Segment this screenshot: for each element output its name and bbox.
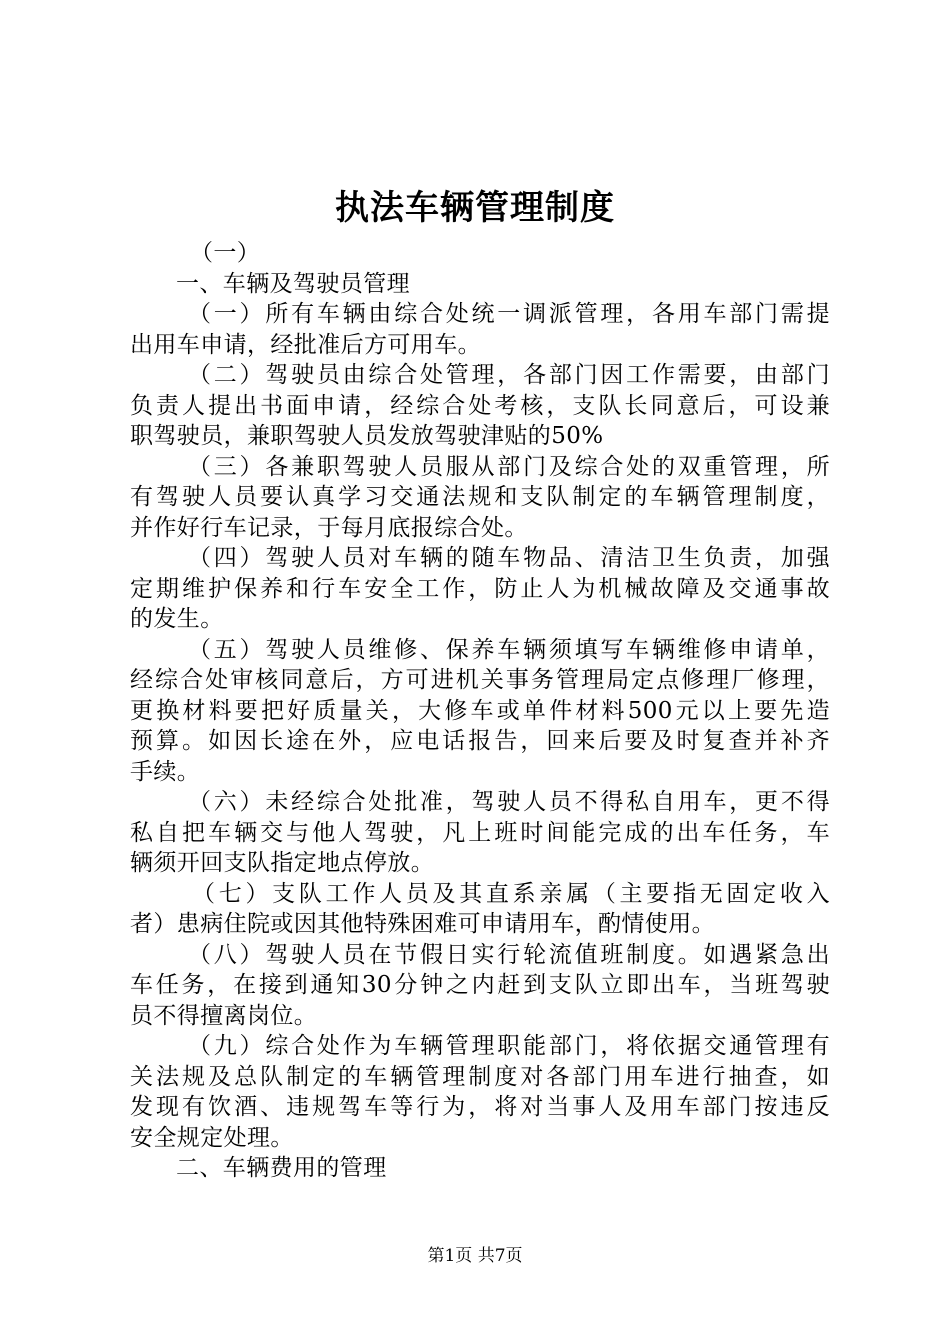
paragraph-line: （二）驾驶员由综合处管理，各部门因工作需要，由部门 <box>188 362 830 388</box>
paragraph-line: 预算。如因长途在外，应电话报告，回来后要及时复查并补齐 <box>130 728 830 754</box>
paragraph-line: （六）未经综合处批准，驾驶人员不得私自用车，更不得 <box>188 789 830 815</box>
document-body <box>130 238 830 1184</box>
paragraph-line: 定期维护保养和行车安全工作，防止人为机械故障及交通事故 <box>130 575 830 602</box>
paragraph-line: 更换材料要把好质量关，大修车或单件材料500元以上要先造 <box>130 697 830 724</box>
paragraph-line: （一）所有车辆由综合处统一调派管理，各用车部门需提 <box>188 301 830 327</box>
paragraph-line: （八）驾驶人员在节假日实行轮流值班制度。如遇紧急出 <box>188 941 830 968</box>
paragraph-line: 职驾驶员，兼职驾驶人员发放驾驶津贴的50% <box>130 423 604 449</box>
paragraph-line: 并作好行车记录，于每月底报综合处。 <box>130 514 528 541</box>
page-number: 第1页 共7页 <box>427 1246 523 1266</box>
paragraph-line: 发现有饮酒、违规驾车等行为，将对当事人及用车部门按违反 <box>130 1094 830 1120</box>
paragraph-line: 出用车申请，经批准后方可用车。 <box>130 331 481 358</box>
document-title: 执法车辆管理制度 <box>335 188 615 228</box>
paragraph-line: 手续。 <box>130 758 201 785</box>
paragraph-line: （七）支队工作人员及其直系亲属（主要指无固定收入 <box>192 880 830 907</box>
paragraph-line: 经综合处审核同意后，方可进机关事务管理局定点修理厂修理， <box>130 667 830 693</box>
paragraph-line: 员不得擅离岗位。 <box>130 1002 318 1029</box>
paragraph-line: 车任务，在接到通知30分钟之内赶到支队立即出车，当班驾驶 <box>130 972 830 998</box>
paragraph-line: 安全规定处理。 <box>130 1124 294 1151</box>
paragraph-line: 的发生。 <box>130 606 224 632</box>
paragraph-line: （五）驾驶人员维修、保养车辆须填写车辆维修申请单， <box>188 636 830 663</box>
paragraph-line: （三）各兼职驾驶人员服从部门及综合处的双重管理，所 <box>188 453 830 480</box>
paragraph-line: 负责人提出书面申请，经综合处考核，支队长同意后，可设兼 <box>130 392 830 419</box>
paragraph-line: 私自把车辆交与他人驾驶，凡上班时间能完成的出车任务，车 <box>130 819 830 846</box>
paragraph-line: （九）综合处作为车辆管理职能部门，将依据交通管理有 <box>188 1033 830 1059</box>
paragraph-line: 辆须开回支队指定地点停放。 <box>130 850 435 876</box>
paragraph-line: 关法规及总队制定的车辆管理制度对各部门用车进行抽查，如 <box>130 1063 830 1090</box>
section-heading: 二、车辆费用的管理 <box>176 1155 387 1181</box>
section-heading: 一、车辆及驾驶员管理 <box>176 270 410 297</box>
paragraph-line: （四）驾驶人员对车辆的随车物品、清洁卫生负责，加强 <box>188 545 830 571</box>
paragraph-line: 有驾驶人员要认真学习交通法规和支队制定的车辆管理制度， <box>130 484 830 510</box>
paragraph-line: 者）患病住院或因其他特殊困难可申请用车，酌情使用。 <box>130 911 715 937</box>
section-marker: （一） <box>190 240 261 266</box>
